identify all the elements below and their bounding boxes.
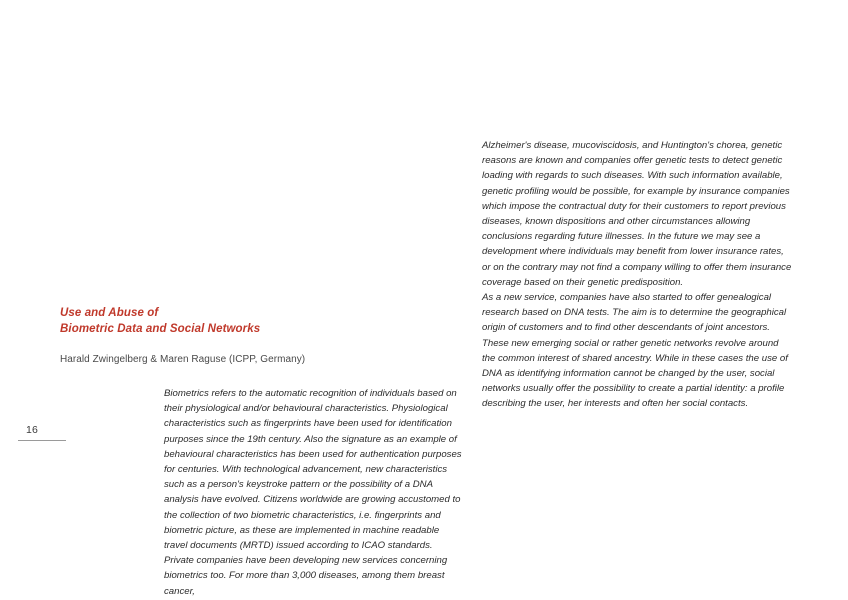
page-title (60, 306, 320, 337)
page-number-rule (18, 440, 66, 441)
paragraph: As a new service, companies have also started to offer genealogical research based on DNA tests. The aim is to determine the geographical origin of customers and to find other descendants of joint ancestors. These new emerging social or rather genetic networks revolve around the common interest of shared ancestry. While in these cases the use of DNA as identifying information cannot be changed by the user, social networks usually offer the possibility to create a partial identity: a profile describing the user, her interests and often her social contacts. (482, 292, 788, 410)
page-number: 16 (26, 424, 39, 436)
body-column-left (164, 386, 464, 599)
title-block (60, 306, 320, 367)
body-column-right (482, 138, 792, 412)
paragraph: Biometrics refers to the automatic recognition of individuals based on their physiological and/or behavioural characteristics. Physiological characteristics such as fingerprints have been used for identification purposes since the 19th century. Also the signature as an example of behavioural characteristics has been used for authentication purposes for centuries. With technological advancement, new characteristics such as a person's keystroke pattern or the possibility of a DNA analysis have evolved. Citizens worldwide are growing accustomed to the collection of two biometric characteristics, i.e. fingerprints and biometric picture, as these are implemented in machine readable travel documents (MRTD) issued according to ICAO standards. Private companies have been developing new services concerning biometrics too. For more than 3,000 diseases, among them breast cancer, (164, 388, 462, 597)
authors-line: Harald Zwingelberg & Maren Raguse (ICPP, Germany) (60, 354, 306, 365)
paragraph: Alzheimer's disease, mucoviscidosis, and Huntington's chorea, genetic reasons are known and companies offer genetic tests to detect genetic loading with regards to such diseases. With such information available, genetic profiling would be possible, for example by insurance companies which impose the contractual duty for their customers to report previous diseases, known dispositions and other circumstances allowing conclusions regarding future illnesses. In the future we may see a development where individuals may benefit from lower insurance rates, or on the contrary may not find a company willing to offer them insurance coverage based on their genetic predisposition. (482, 140, 792, 288)
page-title-line-2: Biometric Data and Social Networks (60, 322, 261, 335)
page-title-line-1: Use and Abuse of (60, 307, 159, 319)
